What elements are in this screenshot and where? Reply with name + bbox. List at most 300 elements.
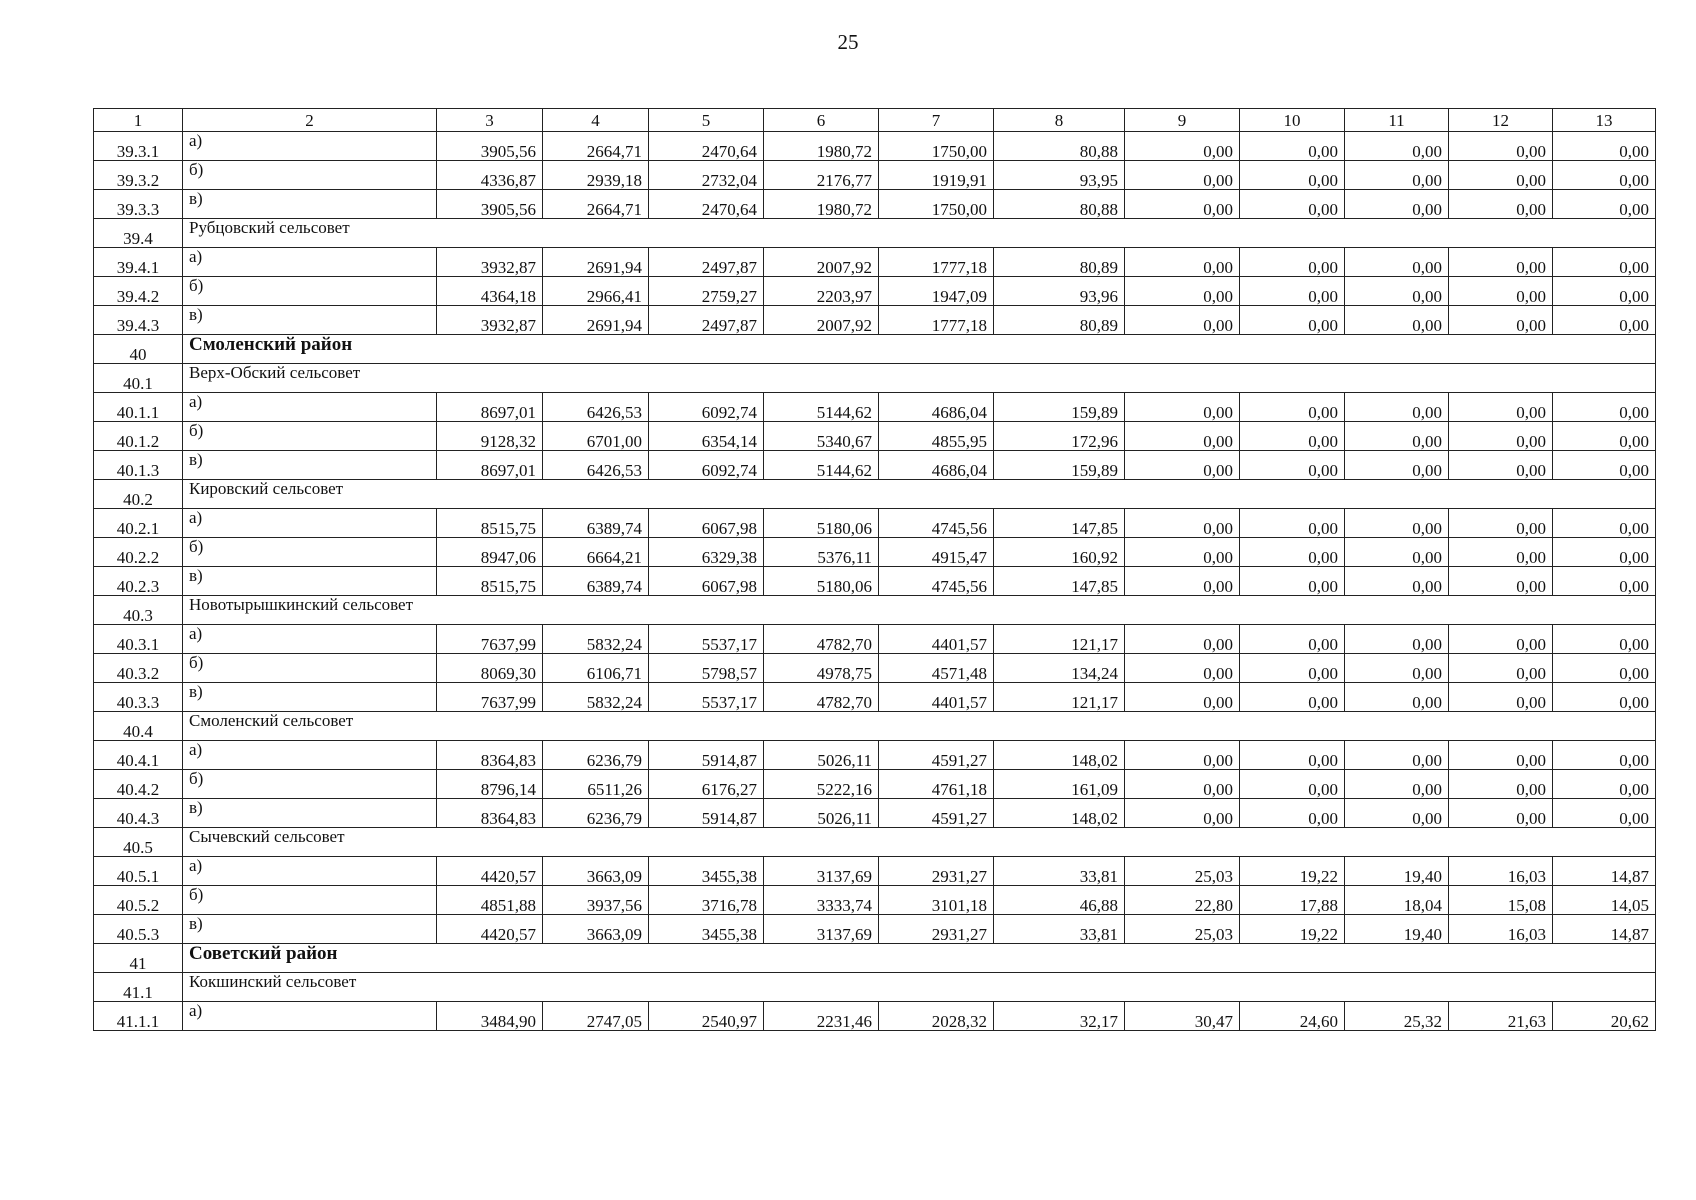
council-header-row xyxy=(94,973,1656,1002)
column-header: 9 xyxy=(1125,109,1240,132)
value-cell: 0,00 xyxy=(1125,451,1240,480)
value-cell: 3137,69 xyxy=(764,915,879,944)
value-cell: 6092,74 xyxy=(649,393,764,422)
value-cell: 4401,57 xyxy=(879,683,994,712)
value-cell: 0,00 xyxy=(1345,741,1449,770)
district-header-row xyxy=(94,335,1656,364)
value-cell: 0,00 xyxy=(1449,248,1553,277)
table-row xyxy=(94,886,1656,915)
value-cell: 0,00 xyxy=(1125,190,1240,219)
value-cell: 0,00 xyxy=(1553,277,1656,306)
value-cell: 5222,16 xyxy=(764,770,879,799)
value-cell: 19,40 xyxy=(1345,857,1449,886)
value-cell: 1777,18 xyxy=(879,248,994,277)
value-cell: 2470,64 xyxy=(649,132,764,161)
column-header: 5 xyxy=(649,109,764,132)
value-cell: 0,00 xyxy=(1553,190,1656,219)
value-cell: 2470,64 xyxy=(649,190,764,219)
value-cell: 2664,71 xyxy=(543,190,649,219)
value-cell: 6389,74 xyxy=(543,567,649,596)
value-cell: 4782,70 xyxy=(764,683,879,712)
value-cell: 0,00 xyxy=(1240,683,1345,712)
value-cell: 0,00 xyxy=(1553,654,1656,683)
value-cell: 147,85 xyxy=(994,567,1125,596)
council-header-row xyxy=(94,219,1656,248)
council-header-row xyxy=(94,364,1656,393)
value-cell: 4420,57 xyxy=(437,857,543,886)
variant-label: б) xyxy=(183,277,437,306)
value-cell: 0,00 xyxy=(1553,393,1656,422)
value-cell: 25,03 xyxy=(1125,915,1240,944)
row-code: 40.5.1 xyxy=(94,857,183,886)
value-cell: 0,00 xyxy=(1240,654,1345,683)
value-cell: 22,80 xyxy=(1125,886,1240,915)
row-code: 40.3 xyxy=(94,596,183,625)
value-cell: 0,00 xyxy=(1345,248,1449,277)
value-cell: 0,00 xyxy=(1553,799,1656,828)
value-cell: 0,00 xyxy=(1345,393,1449,422)
value-cell: 0,00 xyxy=(1449,422,1553,451)
value-cell: 8697,01 xyxy=(437,451,543,480)
value-cell: 6236,79 xyxy=(543,799,649,828)
column-header: 10 xyxy=(1240,109,1345,132)
value-cell: 0,00 xyxy=(1449,654,1553,683)
variant-label: а) xyxy=(183,741,437,770)
value-cell: 3716,78 xyxy=(649,886,764,915)
value-cell: 2691,94 xyxy=(543,306,649,335)
value-cell: 0,00 xyxy=(1553,538,1656,567)
value-cell: 0,00 xyxy=(1449,799,1553,828)
column-number-header-row xyxy=(94,109,1656,132)
value-cell: 0,00 xyxy=(1449,741,1553,770)
value-cell: 0,00 xyxy=(1240,277,1345,306)
row-code: 39.4 xyxy=(94,219,183,248)
column-header: 7 xyxy=(879,109,994,132)
value-cell: 0,00 xyxy=(1553,248,1656,277)
table-row xyxy=(94,190,1656,219)
value-cell: 1947,09 xyxy=(879,277,994,306)
council-header-row xyxy=(94,712,1656,741)
column-header: 3 xyxy=(437,109,543,132)
table-row xyxy=(94,683,1656,712)
value-cell: 17,88 xyxy=(1240,886,1345,915)
value-cell: 134,24 xyxy=(994,654,1125,683)
value-cell: 33,81 xyxy=(994,915,1125,944)
value-cell: 4364,18 xyxy=(437,277,543,306)
row-code: 40.2 xyxy=(94,480,183,509)
district-name: Смоленский район xyxy=(183,335,1656,364)
variant-label: б) xyxy=(183,538,437,567)
table-row xyxy=(94,451,1656,480)
value-cell: 3455,38 xyxy=(649,857,764,886)
value-cell: 6389,74 xyxy=(543,509,649,538)
value-cell: 46,88 xyxy=(994,886,1125,915)
table-row xyxy=(94,915,1656,944)
value-cell: 25,32 xyxy=(1345,1002,1449,1031)
value-cell: 0,00 xyxy=(1345,683,1449,712)
value-cell: 2203,97 xyxy=(764,277,879,306)
value-cell: 4420,57 xyxy=(437,915,543,944)
value-cell: 0,00 xyxy=(1449,306,1553,335)
value-cell: 93,95 xyxy=(994,161,1125,190)
value-cell: 5832,24 xyxy=(543,683,649,712)
row-code: 39.3.1 xyxy=(94,132,183,161)
table-row xyxy=(94,248,1656,277)
value-cell: 2966,41 xyxy=(543,277,649,306)
row-code: 40.4 xyxy=(94,712,183,741)
value-cell: 7637,99 xyxy=(437,683,543,712)
table-row xyxy=(94,132,1656,161)
value-cell: 3455,38 xyxy=(649,915,764,944)
value-cell: 0,00 xyxy=(1449,538,1553,567)
value-cell: 1750,00 xyxy=(879,190,994,219)
row-code: 40.2.1 xyxy=(94,509,183,538)
variant-label: а) xyxy=(183,393,437,422)
council-name: Кокшинский сельсовет xyxy=(183,973,1656,1002)
row-code: 40.4.2 xyxy=(94,770,183,799)
value-cell: 8515,75 xyxy=(437,567,543,596)
row-code: 40.4.1 xyxy=(94,741,183,770)
value-cell: 0,00 xyxy=(1345,132,1449,161)
value-cell: 2540,97 xyxy=(649,1002,764,1031)
variant-label: в) xyxy=(183,306,437,335)
value-cell: 4686,04 xyxy=(879,451,994,480)
variant-label: б) xyxy=(183,161,437,190)
value-cell: 0,00 xyxy=(1240,625,1345,654)
value-cell: 0,00 xyxy=(1240,538,1345,567)
value-cell: 0,00 xyxy=(1345,161,1449,190)
value-cell: 0,00 xyxy=(1553,451,1656,480)
value-cell: 5180,06 xyxy=(764,567,879,596)
value-cell: 80,89 xyxy=(994,248,1125,277)
value-cell: 0,00 xyxy=(1449,132,1553,161)
council-header-row xyxy=(94,596,1656,625)
value-cell: 2939,18 xyxy=(543,161,649,190)
value-cell: 5026,11 xyxy=(764,799,879,828)
table-row xyxy=(94,799,1656,828)
value-cell: 2664,71 xyxy=(543,132,649,161)
table-body xyxy=(94,109,1656,1031)
value-cell: 160,92 xyxy=(994,538,1125,567)
row-code: 40.1.1 xyxy=(94,393,183,422)
value-cell: 0,00 xyxy=(1240,132,1345,161)
value-cell: 0,00 xyxy=(1125,393,1240,422)
district-header-row xyxy=(94,944,1656,973)
variant-label: в) xyxy=(183,567,437,596)
table-row xyxy=(94,422,1656,451)
value-cell: 1777,18 xyxy=(879,306,994,335)
table-row xyxy=(94,857,1656,886)
row-code: 40.5 xyxy=(94,828,183,857)
value-cell: 2759,27 xyxy=(649,277,764,306)
value-cell: 6701,00 xyxy=(543,422,649,451)
council-name: Кировский сельсовет xyxy=(183,480,1656,509)
value-cell: 1919,91 xyxy=(879,161,994,190)
value-cell: 0,00 xyxy=(1449,451,1553,480)
value-cell: 0,00 xyxy=(1345,306,1449,335)
table-row xyxy=(94,1002,1656,1031)
value-cell: 0,00 xyxy=(1345,277,1449,306)
value-cell: 0,00 xyxy=(1553,509,1656,538)
value-cell: 8697,01 xyxy=(437,393,543,422)
value-cell: 4591,27 xyxy=(879,741,994,770)
table-row xyxy=(94,509,1656,538)
value-cell: 0,00 xyxy=(1345,799,1449,828)
district-name: Советский район xyxy=(183,944,1656,973)
value-cell: 3937,56 xyxy=(543,886,649,915)
value-cell: 0,00 xyxy=(1553,770,1656,799)
column-header: 6 xyxy=(764,109,879,132)
value-cell: 4336,87 xyxy=(437,161,543,190)
council-name: Сычевский сельсовет xyxy=(183,828,1656,857)
row-code: 41.1 xyxy=(94,973,183,1002)
value-cell: 4745,56 xyxy=(879,567,994,596)
value-cell: 8364,83 xyxy=(437,799,543,828)
value-cell: 2931,27 xyxy=(879,857,994,886)
value-cell: 0,00 xyxy=(1449,393,1553,422)
value-cell: 8069,30 xyxy=(437,654,543,683)
value-cell: 3333,74 xyxy=(764,886,879,915)
value-cell: 2007,92 xyxy=(764,306,879,335)
column-header: 11 xyxy=(1345,109,1449,132)
row-code: 40.4.3 xyxy=(94,799,183,828)
value-cell: 3663,09 xyxy=(543,915,649,944)
value-cell: 4401,57 xyxy=(879,625,994,654)
value-cell: 80,88 xyxy=(994,132,1125,161)
table-row xyxy=(94,625,1656,654)
value-cell: 0,00 xyxy=(1553,422,1656,451)
value-cell: 6426,53 xyxy=(543,451,649,480)
value-cell: 0,00 xyxy=(1345,567,1449,596)
value-cell: 0,00 xyxy=(1345,509,1449,538)
value-cell: 6664,21 xyxy=(543,538,649,567)
variant-label: а) xyxy=(183,1002,437,1031)
value-cell: 2007,92 xyxy=(764,248,879,277)
value-cell: 0,00 xyxy=(1345,451,1449,480)
value-cell: 2691,94 xyxy=(543,248,649,277)
council-header-row xyxy=(94,828,1656,857)
value-cell: 147,85 xyxy=(994,509,1125,538)
value-cell: 0,00 xyxy=(1449,277,1553,306)
value-cell: 6354,14 xyxy=(649,422,764,451)
value-cell: 2176,77 xyxy=(764,161,879,190)
variant-label: б) xyxy=(183,654,437,683)
value-cell: 0,00 xyxy=(1553,567,1656,596)
value-cell: 0,00 xyxy=(1345,538,1449,567)
value-cell: 3932,87 xyxy=(437,248,543,277)
value-cell: 0,00 xyxy=(1553,741,1656,770)
value-cell: 14,05 xyxy=(1553,886,1656,915)
column-header: 12 xyxy=(1449,109,1553,132)
variant-label: в) xyxy=(183,799,437,828)
variant-label: в) xyxy=(183,451,437,480)
value-cell: 0,00 xyxy=(1240,451,1345,480)
value-cell: 2732,04 xyxy=(649,161,764,190)
value-cell: 3137,69 xyxy=(764,857,879,886)
value-cell: 2231,46 xyxy=(764,1002,879,1031)
value-cell: 121,17 xyxy=(994,683,1125,712)
value-cell: 5537,17 xyxy=(649,625,764,654)
value-cell: 0,00 xyxy=(1125,654,1240,683)
row-code: 39.4.3 xyxy=(94,306,183,335)
value-cell: 4851,88 xyxy=(437,886,543,915)
value-cell: 0,00 xyxy=(1125,248,1240,277)
table-row xyxy=(94,277,1656,306)
value-cell: 4978,75 xyxy=(764,654,879,683)
value-cell: 0,00 xyxy=(1240,248,1345,277)
value-cell: 5376,11 xyxy=(764,538,879,567)
column-header: 1 xyxy=(94,109,183,132)
table-row xyxy=(94,161,1656,190)
value-cell: 6426,53 xyxy=(543,393,649,422)
value-cell: 0,00 xyxy=(1449,509,1553,538)
row-code: 40.1.3 xyxy=(94,451,183,480)
value-cell: 5914,87 xyxy=(649,741,764,770)
value-cell: 0,00 xyxy=(1240,422,1345,451)
value-cell: 4745,56 xyxy=(879,509,994,538)
value-cell: 4686,04 xyxy=(879,393,994,422)
value-cell: 0,00 xyxy=(1553,625,1656,654)
value-cell: 0,00 xyxy=(1125,538,1240,567)
value-cell: 5144,62 xyxy=(764,451,879,480)
value-cell: 14,87 xyxy=(1553,857,1656,886)
value-cell: 5026,11 xyxy=(764,741,879,770)
variant-label: б) xyxy=(183,886,437,915)
value-cell: 0,00 xyxy=(1125,161,1240,190)
value-cell: 0,00 xyxy=(1125,567,1240,596)
value-cell: 32,17 xyxy=(994,1002,1125,1031)
table-row xyxy=(94,306,1656,335)
value-cell: 6092,74 xyxy=(649,451,764,480)
value-cell: 0,00 xyxy=(1125,799,1240,828)
value-cell: 5798,57 xyxy=(649,654,764,683)
table-row xyxy=(94,393,1656,422)
table-row xyxy=(94,770,1656,799)
value-cell: 1750,00 xyxy=(879,132,994,161)
value-cell: 6511,26 xyxy=(543,770,649,799)
table-row xyxy=(94,741,1656,770)
value-cell: 121,17 xyxy=(994,625,1125,654)
value-cell: 3663,09 xyxy=(543,857,649,886)
value-cell: 3905,56 xyxy=(437,190,543,219)
row-code: 40.3.3 xyxy=(94,683,183,712)
value-cell: 6067,98 xyxy=(649,509,764,538)
value-cell: 14,87 xyxy=(1553,915,1656,944)
row-code: 40.1 xyxy=(94,364,183,393)
row-code: 39.4.1 xyxy=(94,248,183,277)
row-code: 40.3.1 xyxy=(94,625,183,654)
value-cell: 2497,87 xyxy=(649,248,764,277)
row-code: 40.2.2 xyxy=(94,538,183,567)
value-cell: 4782,70 xyxy=(764,625,879,654)
value-cell: 2028,32 xyxy=(879,1002,994,1031)
row-code: 40.2.3 xyxy=(94,567,183,596)
value-cell: 0,00 xyxy=(1125,132,1240,161)
value-cell: 4915,47 xyxy=(879,538,994,567)
council-name: Смоленский сельсовет xyxy=(183,712,1656,741)
table-row xyxy=(94,567,1656,596)
council-name: Рубцовский сельсовет xyxy=(183,219,1656,248)
value-cell: 18,04 xyxy=(1345,886,1449,915)
variant-label: а) xyxy=(183,625,437,654)
value-cell: 2931,27 xyxy=(879,915,994,944)
row-code: 41.1.1 xyxy=(94,1002,183,1031)
council-header-row xyxy=(94,480,1656,509)
value-cell: 7637,99 xyxy=(437,625,543,654)
value-cell: 19,40 xyxy=(1345,915,1449,944)
row-code: 41 xyxy=(94,944,183,973)
value-cell: 0,00 xyxy=(1125,683,1240,712)
value-cell: 3484,90 xyxy=(437,1002,543,1031)
value-cell: 8947,06 xyxy=(437,538,543,567)
value-cell: 8515,75 xyxy=(437,509,543,538)
variant-label: а) xyxy=(183,248,437,277)
value-cell: 0,00 xyxy=(1240,509,1345,538)
value-cell: 159,89 xyxy=(994,393,1125,422)
variant-label: в) xyxy=(183,915,437,944)
value-cell: 0,00 xyxy=(1125,741,1240,770)
value-cell: 161,09 xyxy=(994,770,1125,799)
value-cell: 3932,87 xyxy=(437,306,543,335)
value-cell: 6176,27 xyxy=(649,770,764,799)
variant-label: в) xyxy=(183,190,437,219)
row-code: 39.4.2 xyxy=(94,277,183,306)
value-cell: 30,47 xyxy=(1125,1002,1240,1031)
value-cell: 33,81 xyxy=(994,857,1125,886)
value-cell: 2747,05 xyxy=(543,1002,649,1031)
value-cell: 1980,72 xyxy=(764,190,879,219)
value-cell: 0,00 xyxy=(1345,422,1449,451)
variant-label: а) xyxy=(183,509,437,538)
value-cell: 2497,87 xyxy=(649,306,764,335)
page-number: 25 xyxy=(837,30,859,54)
value-cell: 1980,72 xyxy=(764,132,879,161)
value-cell: 24,60 xyxy=(1240,1002,1345,1031)
value-cell: 0,00 xyxy=(1345,770,1449,799)
value-cell: 0,00 xyxy=(1125,509,1240,538)
value-cell: 0,00 xyxy=(1553,306,1656,335)
row-code: 40.5.3 xyxy=(94,915,183,944)
value-cell: 172,96 xyxy=(994,422,1125,451)
value-cell: 5340,67 xyxy=(764,422,879,451)
variant-label: а) xyxy=(183,132,437,161)
value-cell: 8364,83 xyxy=(437,741,543,770)
value-cell: 8796,14 xyxy=(437,770,543,799)
value-cell: 0,00 xyxy=(1449,683,1553,712)
value-cell: 148,02 xyxy=(994,799,1125,828)
row-code: 40.3.2 xyxy=(94,654,183,683)
value-cell: 5914,87 xyxy=(649,799,764,828)
row-code: 40.5.2 xyxy=(94,886,183,915)
value-cell: 0,00 xyxy=(1240,393,1345,422)
value-cell: 0,00 xyxy=(1449,190,1553,219)
value-cell: 6329,38 xyxy=(649,538,764,567)
value-cell: 4761,18 xyxy=(879,770,994,799)
value-cell: 0,00 xyxy=(1240,306,1345,335)
value-cell: 80,89 xyxy=(994,306,1125,335)
value-cell: 0,00 xyxy=(1240,770,1345,799)
value-cell: 0,00 xyxy=(1125,625,1240,654)
council-name: Новотырышкинский сельсовет xyxy=(183,596,1656,625)
value-cell: 6106,71 xyxy=(543,654,649,683)
value-cell: 0,00 xyxy=(1240,799,1345,828)
value-cell: 0,00 xyxy=(1345,625,1449,654)
table-row xyxy=(94,538,1656,567)
value-cell: 0,00 xyxy=(1345,190,1449,219)
column-header: 8 xyxy=(994,109,1125,132)
tariff-table xyxy=(93,108,1656,1031)
value-cell: 4855,95 xyxy=(879,422,994,451)
